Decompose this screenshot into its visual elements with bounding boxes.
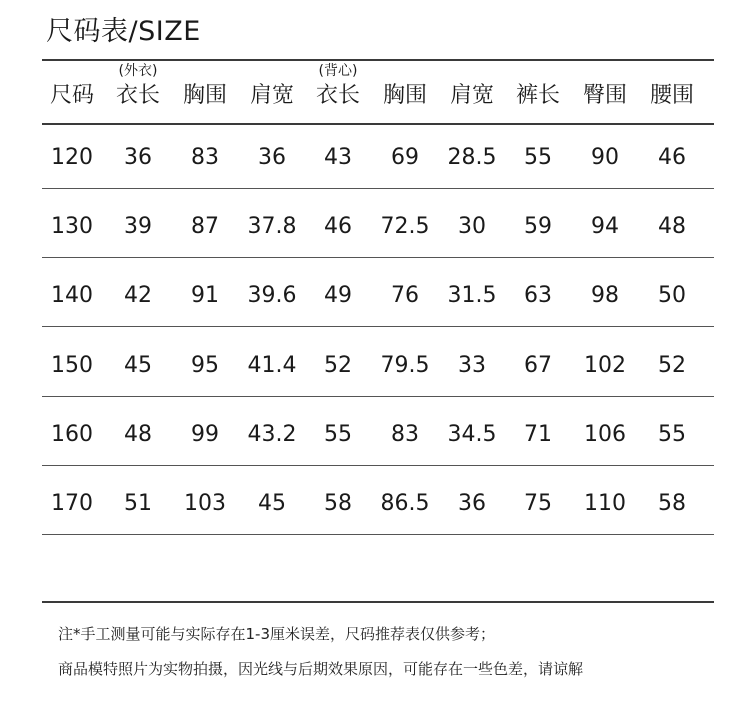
cell-vest-chest: 79.5 <box>380 353 430 378</box>
cell-hip: 94 <box>591 214 619 239</box>
cell-outer-length: 42 <box>124 283 152 308</box>
cell-pants-length: 63 <box>524 283 552 308</box>
cell-vest-chest: 76 <box>391 283 419 308</box>
cell-vest-length: 55 <box>324 422 352 447</box>
table-row <box>42 124 714 193</box>
cell-outer-shoulder: 45 <box>258 491 286 516</box>
cell-size: 140 <box>51 283 93 308</box>
cell-waist: 46 <box>658 145 686 170</box>
cell-waist: 48 <box>658 214 686 239</box>
cell-outer-length: 45 <box>124 353 152 378</box>
row-divider <box>42 188 714 189</box>
cell-size: 130 <box>51 214 93 239</box>
cell-hip: 98 <box>591 283 619 308</box>
cell-vest-chest: 83 <box>391 422 419 447</box>
cell-hip: 110 <box>584 491 626 516</box>
cell-outer-chest: 91 <box>191 283 219 308</box>
cell-outer-chest: 87 <box>191 214 219 239</box>
cell-waist: 50 <box>658 283 686 308</box>
notes-top-rule <box>42 601 714 603</box>
cell-pants-length: 75 <box>524 491 552 516</box>
row-divider <box>42 465 714 466</box>
table-row <box>42 401 714 470</box>
cell-vest-shoulder: 36 <box>458 491 486 516</box>
cell-vest-shoulder: 30 <box>458 214 486 239</box>
row-divider <box>42 534 714 535</box>
cell-outer-shoulder: 43.2 <box>247 422 297 447</box>
cell-size: 120 <box>51 145 93 170</box>
cell-outer-shoulder: 41.4 <box>247 353 297 378</box>
cell-vest-shoulder: 34.5 <box>447 422 497 447</box>
cell-outer-length: 39 <box>124 214 152 239</box>
cell-vest-shoulder: 31.5 <box>447 283 497 308</box>
cell-vest-shoulder: 28.5 <box>447 145 497 170</box>
cell-waist: 58 <box>658 491 686 516</box>
cell-vest-length: 46 <box>324 214 352 239</box>
table-row <box>42 262 714 331</box>
cell-waist: 55 <box>658 422 686 447</box>
cell-hip: 106 <box>584 422 626 447</box>
cell-hip: 102 <box>584 353 626 378</box>
cell-outer-chest: 83 <box>191 145 219 170</box>
cell-vest-chest: 86.5 <box>380 491 430 516</box>
cell-pants-length: 55 <box>524 145 552 170</box>
cell-vest-length: 58 <box>324 491 352 516</box>
cell-outer-length: 48 <box>124 422 152 447</box>
cell-outer-length: 36 <box>124 145 152 170</box>
table-row <box>42 332 714 401</box>
cell-vest-chest: 72.5 <box>380 214 430 239</box>
cell-size: 170 <box>51 491 93 516</box>
cell-pants-length: 71 <box>524 422 552 447</box>
row-divider <box>42 396 714 397</box>
note-line-2: 商品模特照片为实物拍摄，因光线与后期效果原因，可能存在一些色差，请谅解 <box>58 660 584 678</box>
table-header-row: 尺码 (外衣) 衣长 胸围 肩宽 (背心) 衣长 胸围 肩宽 裤长 臀围 腰围 <box>49 63 694 108</box>
cell-pants-length: 59 <box>524 214 552 239</box>
cell-outer-shoulder: 36 <box>258 145 286 170</box>
cell-pants-length: 67 <box>524 353 552 378</box>
cell-outer-chest: 103 <box>184 491 226 516</box>
cell-size: 150 <box>51 353 93 378</box>
cell-vest-shoulder: 33 <box>458 353 486 378</box>
group-note-outerwear: (外衣) <box>118 63 158 79</box>
table-row <box>42 193 714 262</box>
cell-vest-chest: 69 <box>391 145 419 170</box>
table-top-rule <box>42 59 714 61</box>
cell-outer-shoulder: 37.8 <box>247 214 297 239</box>
group-note-vest: (背心) <box>318 63 358 79</box>
cell-vest-length: 52 <box>324 353 352 378</box>
cell-outer-chest: 95 <box>191 353 219 378</box>
row-divider <box>42 257 714 258</box>
cell-outer-shoulder: 39.6 <box>247 283 297 308</box>
cell-outer-length: 51 <box>124 491 152 516</box>
cell-vest-length: 43 <box>324 145 352 170</box>
cell-vest-length: 49 <box>324 283 352 308</box>
cell-waist: 52 <box>658 353 686 378</box>
row-divider <box>42 326 714 327</box>
cell-hip: 90 <box>591 145 619 170</box>
cell-outer-chest: 99 <box>191 422 219 447</box>
note-line-1: 注*手工测量可能与实际存在1-3厘米误差，尺码推荐表仅供参考； <box>58 625 496 643</box>
table-row <box>42 470 714 539</box>
cell-size: 160 <box>51 422 93 447</box>
page-title: 尺码表/SIZE <box>46 16 201 47</box>
